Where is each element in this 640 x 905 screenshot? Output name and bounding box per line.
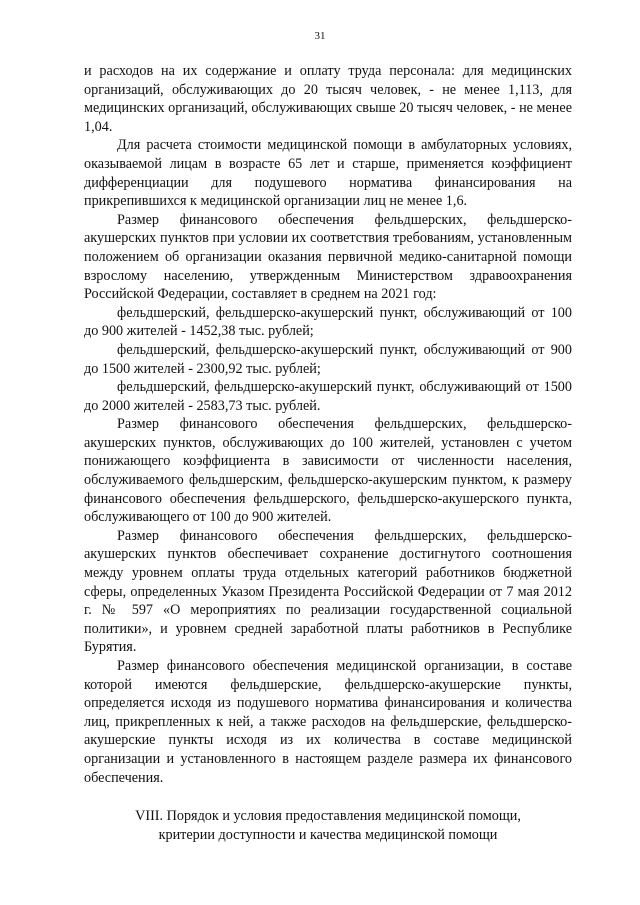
paragraph-fap-funding: Размер финансового обеспечения фельдшерских, фельдшерско-акушерских пунктов при условии их соответствия требованиям, установленным положением об организации оказания первичной медико-санитарной помощи взрослому населению, утвержденным Министерством здравоохранения Российской Федерации, составляет в среднем на 2021 год:	[84, 211, 572, 303]
paragraph-fap-under-100: Размер финансового обеспечения фельдшерских, фельдшерско-акушерских пунктов, обслуживающих до 100 жителей, установлен с учетом понижающего коэффициента в зависимости от численности населения, обслуживаемого фельдшерским, фельдшерско-акушерским пунктом, к размеру финансового обеспечения фельдшерского, фельдшерско-акушерского пункта, обслуживающего от 100 до 900 жителей.	[84, 416, 572, 526]
document-body	[84, 62, 572, 844]
section-heading-line-2: критерии доступности и качества медицинской помощи	[158, 826, 498, 843]
paragraph-continuation: и расходов на их содержание и оплату труда персонала: для медицинских организаций, обслуживающих до 20 тысяч человек, - не менее 1,113, для медицинских организаций, обслуживающих свыше 20 тысяч человек, - не менее 1,04.	[84, 63, 572, 135]
section-heading	[84, 807, 572, 844]
list-item-fap-1500-2000: фельдшерский, фельдшерско-акушерский пункт, обслуживающий от 1500 до 2000 жителей - 2583,73 тыс. рублей.	[84, 379, 572, 414]
paragraph-medical-org-funding: Размер финансового обеспечения медицинской организации, в составе которой имеются фельдшерские, фельдшерско-акушерские пункты, определяется исходя из подушевого норматива финансирования и количества лиц, прикрепленных к ней, а также расходов на фельдшерские, фельдшерско-акушерские пункты исходя из их количества в составе медицинской организации и установленного в настоящем разделе размера их финансового обеспечения.	[84, 658, 572, 786]
list-item-fap-900-1500: фельдшерский, фельдшерско-акушерский пункт, обслуживающий от 900 до 1500 жителей - 2300,92 тыс. рублей;	[84, 341, 572, 377]
section-heading-line-1: VIII. Порядок и условия предоставления медицинской помощи,	[135, 808, 521, 825]
paragraph-fap-salary-ratio: Размер финансового обеспечения фельдшерских, фельдшерско-акушерских пунктов обеспечивает сохранение достигнутого соотношения между уровнем оплаты труда отдельных категорий работников бюджетной сферы, определенных Указом Президента Российской Федерации от 7 мая 2012 г. № 597 «О мероприятиях по реализации государственной социальной политики», и уровнем средней заработной платы работников в Республике Бурятия.	[84, 527, 572, 656]
page-number: 31	[314, 30, 326, 42]
list-item-fap-100-900: фельдшерский, фельдшерско-акушерский пункт, обслуживающий от 100 до 900 жителей - 1452,38 тыс. рублей;	[84, 304, 572, 340]
paragraph-outpatient-coefficient: Для расчета стоимости медицинской помощи в амбулаторных условиях, оказываемой лицам в возрасте 65 лет и старше, применяется коэффициент дифференциации для подушевого норматива финансирования на прикрепившихся к медицинской организации лиц не менее 1,6.	[84, 137, 572, 210]
